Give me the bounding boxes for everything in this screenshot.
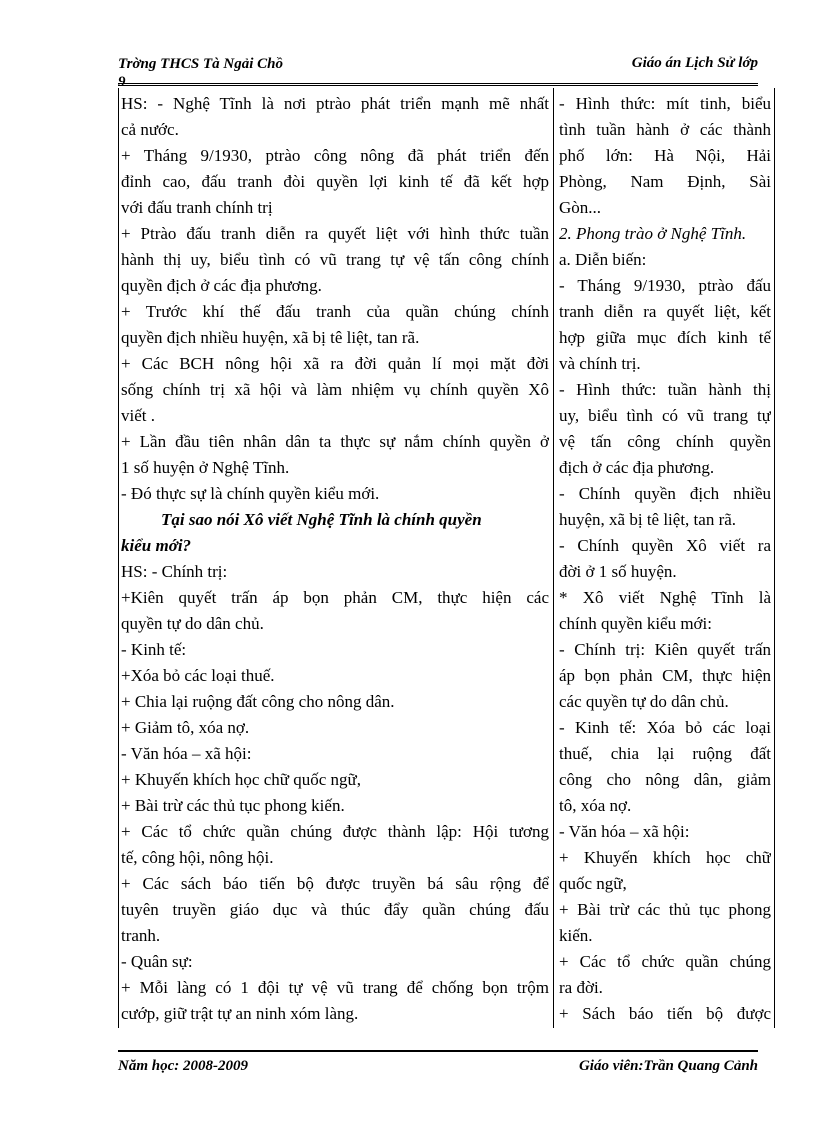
header-school: Trờng THCS Tà Ngải Chồ	[118, 56, 284, 72]
lesson-content-column	[559, 91, 771, 1027]
content-line: + Sách báo tiến bộ được	[559, 1004, 771, 1023]
content-line: hợp giữa mục đích kinh tế	[559, 328, 771, 347]
header-page-number: 9	[118, 74, 126, 90]
content-line: - Hình thức: tuần hành thị	[559, 380, 771, 399]
content-line: áp bọn phản CM, thực hiện	[559, 666, 771, 685]
activity-line: kiểu mới?	[121, 536, 192, 555]
activity-line: + Các tổ chức quần chúng được thành lập: Hội tương	[121, 822, 549, 841]
activity-line: sống chính trị xã hội và làm nhiệm vụ chính quyền Xô	[121, 380, 549, 399]
content-line: kiến.	[559, 926, 593, 945]
content-line: + Bài trừ các thủ tục phong	[559, 900, 771, 919]
content-line: phố lớn: Hà Nội, Hải	[559, 146, 771, 165]
activity-line: +Xóa bỏ các loại thuế.	[121, 666, 275, 685]
lesson-table	[118, 88, 775, 1028]
content-line: tô, xóa nợ.	[559, 796, 632, 815]
activity-line: + Các sách báo tiến bộ được truyền bá sâu rộng để	[121, 874, 549, 893]
content-line: - Chính quyền địch nhiều	[559, 484, 771, 503]
content-line: vệ tấn công chính quyền	[559, 432, 771, 451]
page-footer	[118, 1050, 758, 1080]
footer-school-year: Năm học: 2008-2009	[118, 1058, 248, 1074]
activity-line: - Kinh tế:	[121, 640, 187, 659]
activity-line: viết .	[121, 406, 155, 425]
content-line: - Chính quyền Xô viết ra	[559, 536, 771, 555]
activity-line: HS: - Chính trị:	[121, 562, 228, 581]
header-subject: Giáo án Lịch Sử lớp	[631, 55, 758, 71]
activity-line: tuyên truyền giáo dục và thúc đẩy quần chúng đấu	[121, 900, 549, 919]
activity-line: + Mỗi làng có 1 đội tự vệ vũ trang để chống bọn trộm	[121, 978, 549, 997]
content-line: tình tuần hành ở các thành	[559, 120, 771, 139]
teacher-student-activity-column	[121, 91, 549, 1027]
activity-line: + Trước khí thế đấu tranh của quần chúng chính	[121, 302, 549, 321]
content-line: ra đời.	[559, 978, 603, 997]
activity-line: + Các BCH nông hội xã ra đời quản lí mọi mặt đời	[121, 354, 549, 373]
header-rule	[118, 83, 758, 86]
activity-line: hành thị uy, biểu tình có vũ trang tự vệ tấn công chính	[121, 250, 549, 269]
activity-line: + Giảm tô, xóa nợ.	[121, 718, 250, 737]
activity-line: tế, công hội, nông hội.	[121, 848, 274, 867]
content-line: quốc ngữ,	[559, 874, 627, 893]
activity-line: với đấu tranh chính trị	[121, 198, 273, 217]
content-line: a. Diễn biến:	[559, 250, 647, 269]
content-line: địch ở các địa phương.	[559, 458, 715, 477]
activity-line: - Quân sự:	[121, 952, 193, 971]
content-line: uy, biểu tình có vũ trang tự	[559, 406, 771, 425]
activity-line: Tại sao nói Xô viết Nghệ Tĩnh là chính quyền	[161, 510, 482, 529]
footer-teacher: Giáo viên:Trần Quang Cảnh	[578, 1058, 758, 1074]
content-line: thuế, chia lại ruộng đất	[559, 744, 771, 763]
activity-line: + Chia lại ruộng đất công cho nông dân.	[121, 692, 395, 711]
activity-line: + Lần đầu tiên nhân dân ta thực sự nắm chính quyền ở	[121, 432, 549, 451]
content-line: - Hình thức: mít tinh, biểu	[559, 94, 771, 113]
content-line: + Các tổ chức quần chúng	[559, 952, 771, 971]
content-line: + Khuyến khích học chữ	[559, 848, 771, 867]
activity-line: - Văn hóa – xã hội:	[121, 744, 252, 763]
activity-line: quyền tự do dân chủ.	[121, 614, 264, 633]
activity-line: +Kiên quyết trấn áp bọn phản CM, thực hiện các	[121, 588, 549, 607]
content-line: huyện, xã bị tê liệt, tan rã.	[559, 510, 737, 529]
activity-line: tranh.	[121, 926, 161, 945]
content-line: và chính trị.	[559, 354, 641, 373]
activity-line: đỉnh cao, đấu tranh đòi quyền lợi kinh tế đã kết hợp	[121, 172, 549, 191]
activity-line: HS: - Nghệ Tĩnh là nơi ptrào phát triển mạnh mẽ nhất	[121, 94, 549, 113]
activity-line: cướp, giữ trật tự an ninh xóm làng.	[121, 1004, 359, 1023]
activity-line: cả nước.	[121, 120, 179, 139]
column-divider	[553, 88, 554, 1028]
footer-rule	[118, 1050, 758, 1052]
content-line: - Tháng 9/1930, ptrào đấu	[559, 276, 771, 295]
content-line: 2. Phong trào ở Nghệ Tĩnh.	[559, 224, 747, 243]
activity-line: quyền địch ở các địa phương.	[121, 276, 322, 295]
content-line: công cho nông dân, giảm	[559, 770, 771, 789]
activity-line: + Bài trừ các thủ tục phong kiến.	[121, 796, 345, 815]
activity-line: - Đó thực sự là chính quyền kiểu mới.	[121, 484, 380, 503]
activity-line: + Ptrào đấu tranh diễn ra quyết liệt với hình thức tuần	[121, 224, 549, 243]
content-line: Phòng, Nam Định, Sài	[559, 172, 771, 191]
content-line: Gòn...	[559, 198, 602, 217]
content-line: đời ở 1 số huyện.	[559, 562, 677, 581]
content-line: - Văn hóa – xã hội:	[559, 822, 690, 841]
content-line: - Kinh tế: Xóa bỏ các loại	[559, 718, 771, 737]
content-line: tranh diễn ra quyết liệt, kết	[559, 302, 771, 321]
content-line: - Chính trị: Kiên quyết trấn	[559, 640, 771, 659]
content-line: * Xô viết Nghệ Tĩnh là	[559, 588, 771, 607]
content-line: các quyền tự do dân chủ.	[559, 692, 729, 711]
content-line: chính quyền kiểu mới:	[559, 614, 712, 633]
activity-line: + Khuyến khích học chữ quốc ngữ,	[121, 770, 361, 789]
activity-line: quyền địch nhiều huyện, xã bị tê liệt, tan rã.	[121, 328, 420, 347]
activity-line: + Tháng 9/1930, ptrào công nông đã phát triển đến	[121, 146, 549, 165]
activity-line: 1 số huyện ở Nghệ Tĩnh.	[121, 458, 290, 477]
